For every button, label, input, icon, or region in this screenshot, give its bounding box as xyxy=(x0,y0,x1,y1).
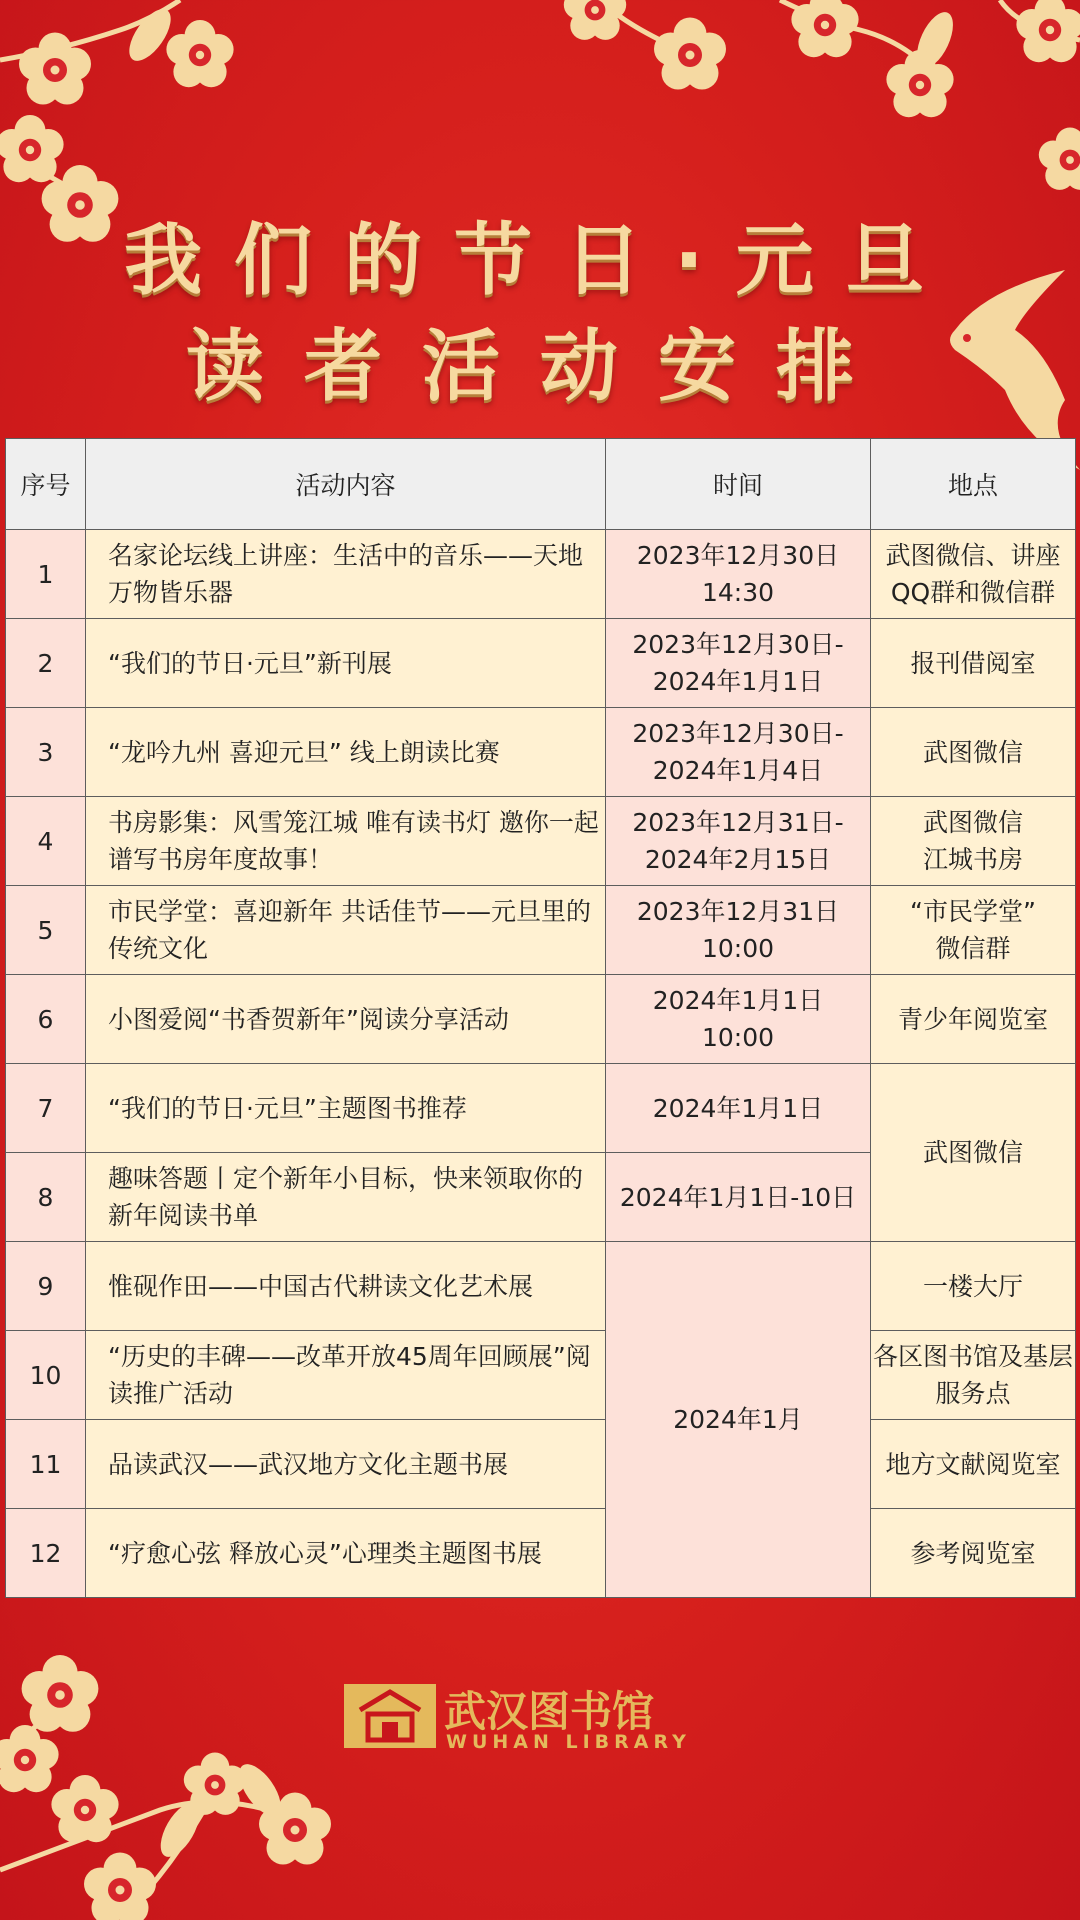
header-time: 时间 xyxy=(606,439,871,530)
row-time: 2024年1月 xyxy=(606,1242,871,1598)
row-content: “历史的丰碑——改革开放45周年回顾展”阅读推广活动 xyxy=(86,1331,606,1420)
page-title-line1: 我们的节日·元旦 xyxy=(124,216,956,306)
row-time: 2024年1月1日 xyxy=(606,1064,871,1153)
row-content: 书房影集：风雪笼江城 唯有读书灯 邀你一起谱写书房年度故事！ xyxy=(86,797,606,886)
table-row xyxy=(6,708,1076,797)
row-place: 参考阅览室 xyxy=(871,1509,1076,1598)
row-content: “龙吟九州 喜迎元旦” 线上朗读比赛 xyxy=(86,708,606,797)
row-time: 2023年12月31日 10:00 xyxy=(606,886,871,975)
row-place: 一楼大厅 xyxy=(871,1242,1076,1331)
row-number: 11 xyxy=(6,1420,86,1509)
row-number: 9 xyxy=(6,1242,86,1331)
row-content: 趣味答题丨定个新年小目标，快来领取你的新年阅读书单 xyxy=(86,1153,606,1242)
table-row xyxy=(6,975,1076,1064)
page-title-line2: 读者活动安排 xyxy=(185,322,894,412)
table-row xyxy=(6,619,1076,708)
row-content: 小图爱阅“书香贺新年”阅读分享活动 xyxy=(86,975,606,1064)
library-emblem-icon xyxy=(342,1680,742,1752)
table-row xyxy=(6,886,1076,975)
activity-schedule-table xyxy=(5,438,1076,1598)
row-content: “我们的节日·元旦”新刊展 xyxy=(86,619,606,708)
wuhan-library-logo xyxy=(342,1680,742,1752)
row-content: “疗愈心弦 释放心灵”心理类主题图书展 xyxy=(86,1509,606,1598)
row-number: 5 xyxy=(6,886,86,975)
row-content: 品读武汉——武汉地方文化主题书展 xyxy=(86,1420,606,1509)
row-number: 4 xyxy=(6,797,86,886)
table-row xyxy=(6,1242,1076,1331)
table-row xyxy=(6,1509,1076,1598)
row-content: 市民学堂：喜迎新年 共话佳节——元旦里的传统文化 xyxy=(86,886,606,975)
row-time: 2023年12月30日 14:30 xyxy=(606,530,871,619)
row-place: 武图微信 xyxy=(871,1064,1076,1242)
row-number: 6 xyxy=(6,975,86,1064)
row-place: 地方文献阅览室 xyxy=(871,1420,1076,1509)
row-content: 名家论坛线上讲座：生活中的音乐——天地万物皆乐器 xyxy=(86,530,606,619)
logo-en-text: WUHAN LIBRARY xyxy=(446,1731,691,1752)
row-place: 武图微信、讲座QQ群和微信群 xyxy=(871,530,1076,619)
row-number: 3 xyxy=(6,708,86,797)
row-content: “我们的节日·元旦”主题图书推荐 xyxy=(86,1064,606,1153)
row-number: 2 xyxy=(6,619,86,708)
row-place: 报刊借阅室 xyxy=(871,619,1076,708)
table-row xyxy=(6,1064,1076,1153)
table-row xyxy=(6,797,1076,886)
header-content: 活动内容 xyxy=(86,439,606,530)
row-place: 青少年阅览室 xyxy=(871,975,1076,1064)
row-place: 武图微信 江城书房 xyxy=(871,797,1076,886)
row-time: 2023年12月30日- 2024年1月1日 xyxy=(606,619,871,708)
logo-cn-text: 武汉图书馆 xyxy=(444,1687,655,1736)
row-place: 各区图书馆及基层服务点 xyxy=(871,1331,1076,1420)
row-number: 1 xyxy=(6,530,86,619)
header-place: 地点 xyxy=(871,439,1076,530)
row-place: 武图微信 xyxy=(871,708,1076,797)
table-row xyxy=(6,1420,1076,1509)
row-number: 8 xyxy=(6,1153,86,1242)
row-time: 2023年12月30日- 2024年1月4日 xyxy=(606,708,871,797)
header-number: 序号 xyxy=(6,439,86,530)
table-row xyxy=(6,530,1076,619)
row-time: 2024年1月1日 10:00 xyxy=(606,975,871,1064)
table-row xyxy=(6,1331,1076,1420)
table-header-row xyxy=(6,439,1076,530)
row-time: 2023年12月31日- 2024年2月15日 xyxy=(606,797,871,886)
row-place: “市民学堂” 微信群 xyxy=(871,886,1076,975)
row-time: 2024年1月1日-10日 xyxy=(606,1153,871,1242)
row-content: 惟砚作田——中国古代耕读文化艺术展 xyxy=(86,1242,606,1331)
row-number: 12 xyxy=(6,1509,86,1598)
plum-blossom-bottom-decoration xyxy=(0,1640,360,1920)
row-number: 7 xyxy=(6,1064,86,1153)
row-number: 10 xyxy=(6,1331,86,1420)
